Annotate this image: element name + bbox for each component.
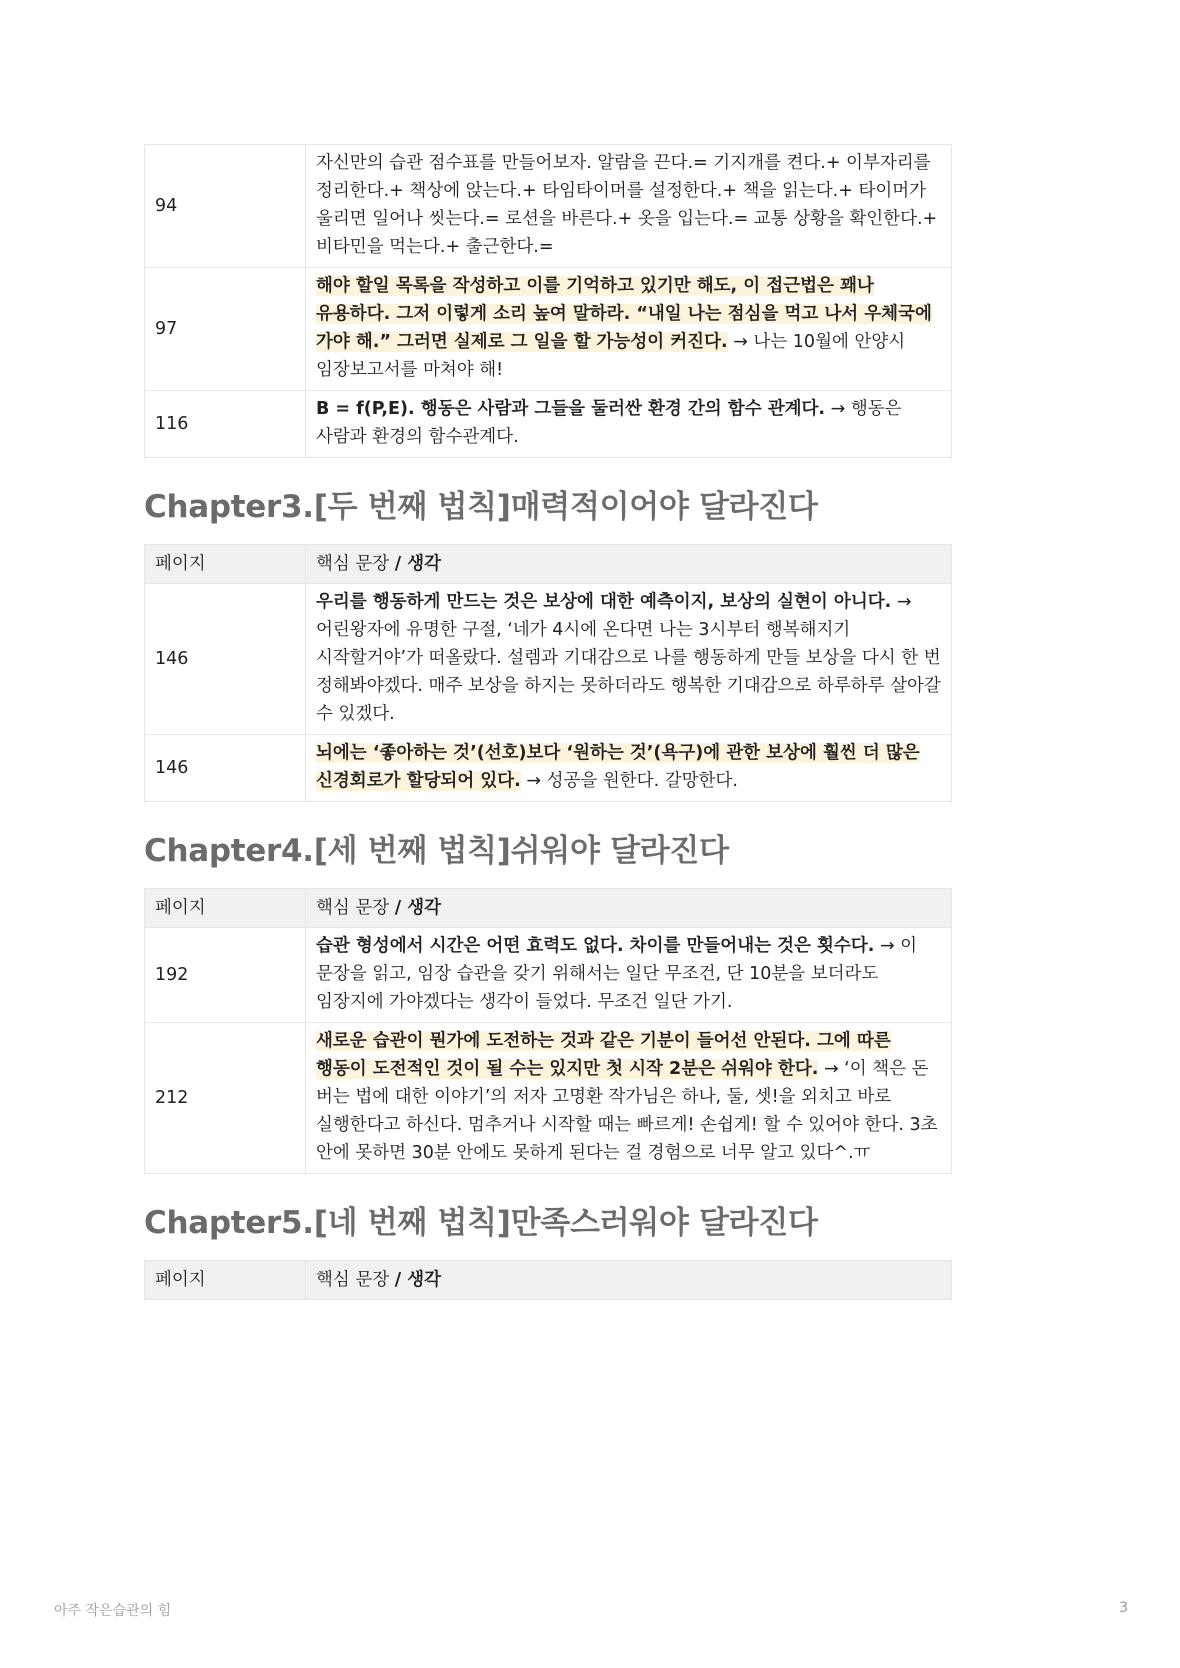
header-sentence	[306, 889, 952, 928]
row-page-number: 97	[145, 268, 306, 391]
table-row	[145, 735, 952, 802]
highlighted-quote: 해야 할일 목록을 작성하고 이를 기억하고 있기만 해도, 이 접근법은 꽤나 유용하다. 그저 이렇게 소리 높여 말하라. “내일 나는 점심을 먹고 나서 우체국에 가야 해.” 그러면 실제로 그 일을 할 가능성이 커진다.	[316, 276, 932, 352]
row-note-text	[306, 268, 952, 391]
header-sentence	[306, 545, 952, 584]
row-page-number: 192	[145, 928, 306, 1023]
table-row	[145, 1023, 952, 1174]
document-content	[144, 144, 952, 1300]
notes-table-1	[144, 144, 952, 458]
row-page-number: 116	[145, 391, 306, 458]
row-note-text	[306, 145, 952, 268]
row-page-number: 146	[145, 735, 306, 802]
header-thought-label: / 생각	[394, 554, 442, 574]
note-text: → 어린왕자에 유명한 구절, ‘네가 4시에 온다면 나는 3시부터 행복해지기 시작할거야’가 떠올랐다. 설렘과 기대감으로 나를 행동하게 만들 보상을 다시 한 번 정해봐야겠다. 매주 보상을 하지는 못하더라도 행복한 기대감으로 하루하루 살아갈 수 있겠다.	[316, 592, 941, 724]
header-page: 페이지	[145, 545, 306, 584]
chapter4-title: Chapter4.[세 번째 법칙]쉬워야 달라진다	[144, 833, 729, 869]
row-note-text	[306, 584, 952, 735]
row-note-text	[306, 391, 952, 458]
table-header-row	[145, 545, 952, 584]
header-sentence-label: 핵심 문장	[316, 1270, 395, 1290]
note-text: → 이 문장을 읽고, 임장 습관을 갖기 위해서는 일단 무조건, 단 10분을 보더라도 임장지에 가야겠다는 생각이 들었다. 무조건 일단 가기.	[316, 936, 918, 1012]
header-thought-label: / 생각	[394, 898, 442, 918]
table-row	[145, 584, 952, 735]
footer-book-title: 아주 작은습관의 힘	[54, 1603, 172, 1619]
header-thought-label: / 생각	[394, 1270, 442, 1290]
chapter3-title: Chapter3.[두 번째 법칙]매력적이어야 달라진다	[144, 489, 818, 525]
bold-quote: 습관 형성에서 시간은 어떤 효력도 없다. 차이를 만들어내는 것은 횟수다.	[316, 936, 875, 956]
header-sentence-label: 핵심 문장	[316, 898, 395, 918]
header-page: 페이지	[145, 889, 306, 928]
table-header-row	[145, 889, 952, 928]
table-row	[145, 928, 952, 1023]
table-row	[145, 391, 952, 458]
header-sentence	[306, 1261, 952, 1300]
row-page-number: 94	[145, 145, 306, 268]
bold-quote: 우리를 행동하게 만드는 것은 보상에 대한 예측이지, 보상의 실현이 아니다.	[316, 592, 892, 612]
header-sentence-label: 핵심 문장	[316, 554, 395, 574]
note-text: → 나는 10월에 안양시 임장보고서를 마쳐야 해!	[316, 332, 906, 380]
bold-quote: B = f(P,E). 행동은 사람과 그들을 둘러싼 환경 간의 함수 관계다.	[316, 399, 826, 419]
table-header-row	[145, 1261, 952, 1300]
row-note-text	[306, 1023, 952, 1174]
row-note-text	[306, 928, 952, 1023]
table-row	[145, 145, 952, 268]
note-text: → ‘이 책은 돈 버는 법에 대한 이야기’의 저자 고명환 작가님은 하나, 둘, 셋!을 외치고 바로 실행한다고 하신다. 멈추거나 시작할 때는 빠르게! 손쉽게! 할 수 있어야 한다. 3초 안에 못하면 30분 안에도 못하게 된다는 걸 경험으로 너무 알고 있다^.ㅠ	[316, 1059, 938, 1163]
chapter5-title: Chapter5.[네 번째 법칙]만족스러워야 달라진다	[144, 1205, 818, 1241]
row-page-number: 146	[145, 584, 306, 735]
footer-page-number: 3	[1119, 1600, 1128, 1616]
note-text: 자신만의 습관 점수표를 만들어보자. 알람을 끈다.= 기지개를 켠다.+ 이부자리를 정리한다.+ 책상에 앉는다.+ 타임타이머를 설정한다.+ 책을 읽는다.+ 타이머가 울리면 일어나 씻는다.= 로션을 바른다.+ 옷을 입는다.= 교통 상황을 확인한다.+ 비타민을 먹는다.+ 출근한다.=	[316, 153, 938, 257]
highlighted-quote: 뇌에는 ‘좋아하는 것’(선호)보다 ‘원하는 것’(욕구)에 관한 보상에 훨씬 더 많은 신경회로가 할당되어 있다.	[316, 743, 920, 791]
row-note-text	[306, 735, 952, 802]
notes-table-chapter4	[144, 888, 952, 1174]
note-text: → 행동은 사람과 환경의 함수관계다.	[316, 399, 902, 447]
row-page-number: 212	[145, 1023, 306, 1174]
notes-table-chapter3	[144, 544, 952, 802]
highlighted-quote: 새로운 습관이 뭔가에 도전하는 것과 같은 기분이 들어선 안된다. 그에 따른 행동이 도전적인 것이 될 수는 있지만 첫 시작 2분은 쉬워야 한다.	[316, 1031, 891, 1079]
header-page: 페이지	[145, 1261, 306, 1300]
notes-table-chapter5	[144, 1260, 952, 1300]
table-row	[145, 268, 952, 391]
note-text: → 성공을 원한다. 갈망한다.	[520, 771, 738, 791]
